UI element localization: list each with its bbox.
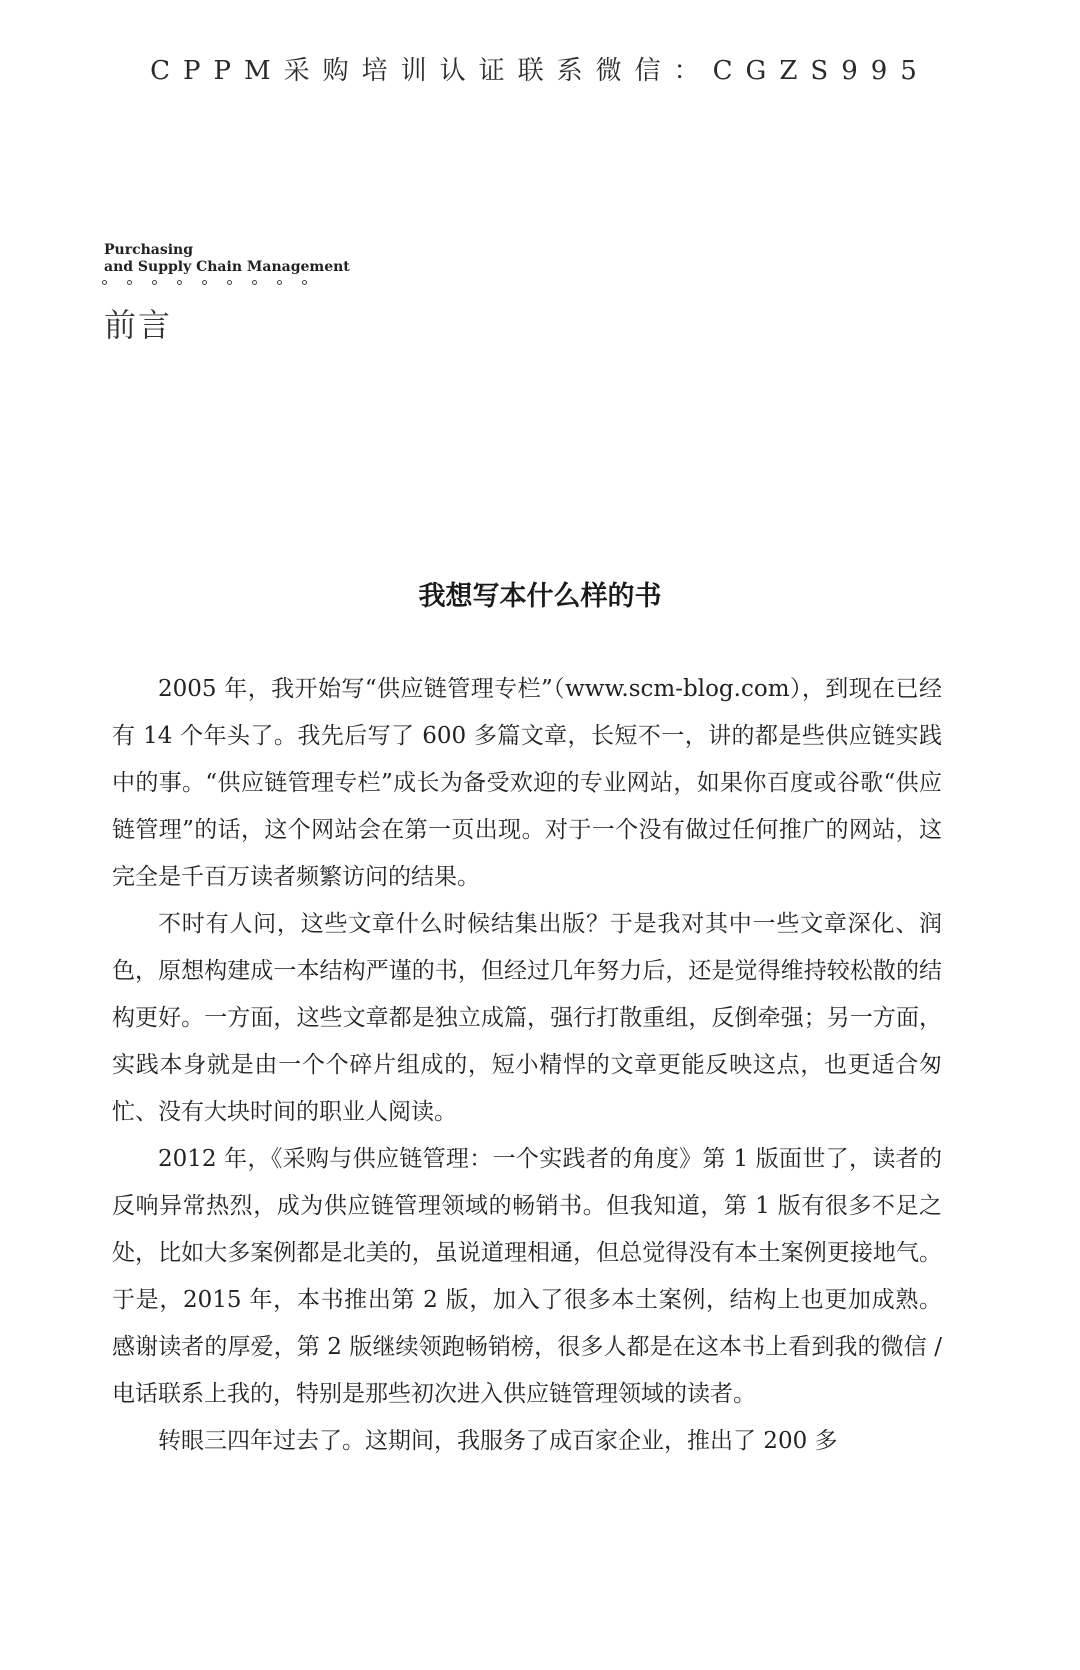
series-label xyxy=(104,242,350,276)
dot-icon xyxy=(177,280,182,285)
dot-icon xyxy=(302,280,307,285)
paragraph: 转眼三四年过去了。这期间，我服务了成百家企业，推出了 200 多 xyxy=(158,1428,838,1454)
dot-icon xyxy=(277,280,282,285)
dot-icon xyxy=(152,280,157,285)
paragraph: 2012 年，《采购与供应链管理：一个实践者的角度》第 1 版面世了，读者的反响异常热烈，成为供应链管理领域的畅销书。但我知道，第 1 版有很多不足之处，比如大多案例都是北美的，虽说道理相通，但总觉得没有本土案例更接地气。于是，2015 年，本书推出第 2 版，加入了很多本土案例，结构上也更加成熟。感谢读者的厚爱，第 2 版继续领跑畅销榜，很多人都是在这本书上看到我的微信 / 电话联系上我的，特别是那些初次进入供应链管理领域的读者。 xyxy=(112,1146,942,1407)
watermark-contact: CPPM采购培训认证联系微信：CGZS995 xyxy=(150,56,930,86)
paragraph: 2005 年，我开始写“供应链管理专栏”（www.scm-blog.com），到现在已经有 14 个年头了。我先后写了 600 多篇文章，长短不一，讲的都是些供应链实践中的事。“供应链管理专栏”成长为备受欢迎的专业网站，如果你百度或谷歌“供应链管理”的话，这个网站会在第一页出现。对于一个没有做过任何推广的网站，这完全是千百万读者频繁访问的结果。 xyxy=(112,676,942,890)
dot-icon xyxy=(127,280,132,285)
section-title: 前言 xyxy=(104,306,173,344)
series-label-line-2: and Supply Chain Management xyxy=(104,259,350,275)
dot-icon xyxy=(227,280,232,285)
series-label-line-1: Purchasing xyxy=(104,242,194,258)
paragraph: 不时有人问，这些文章什么时候结集出版？于是我对其中一些文章深化、润色，原想构建成一本结构严谨的书，但经过几年努力后，还是觉得维持较松散的结构更好。一方面，这些文章都是独立成篇，强行打散重组，反倒牵强；另一方面，实践本身就是由一个个碎片组成的，短小精悍的文章更能反映这点，也更适合匆忙、没有大块时间的职业人阅读。 xyxy=(112,911,942,1125)
decorative-dots xyxy=(102,280,307,285)
body-text xyxy=(112,666,942,1465)
dot-icon xyxy=(252,280,257,285)
chapter-heading: 我想写本什么样的书 xyxy=(418,581,662,612)
dot-icon xyxy=(102,280,107,285)
dot-icon xyxy=(202,280,207,285)
